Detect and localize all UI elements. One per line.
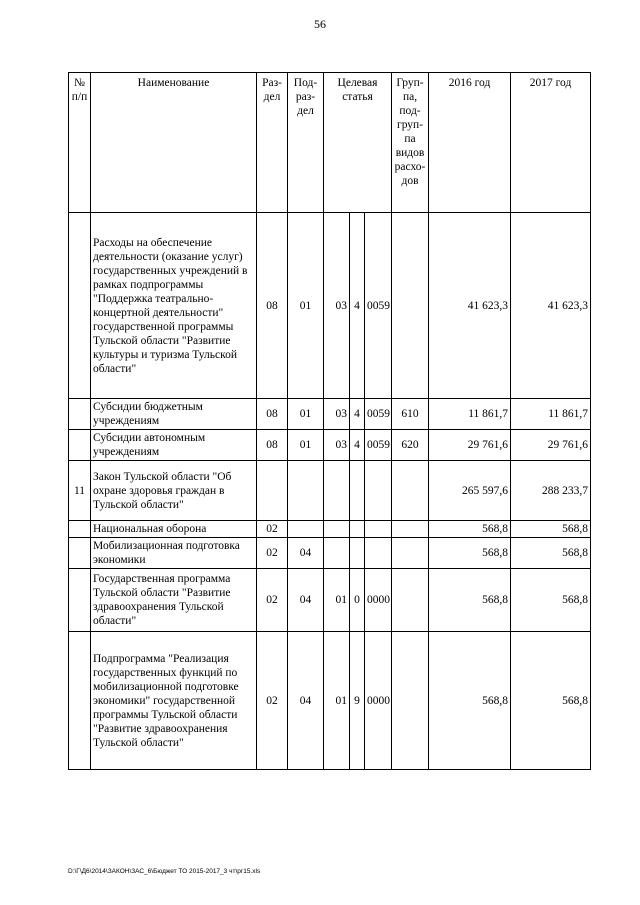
row-value-2016: 568,8 — [429, 569, 511, 632]
row-value-2016: 11 861,7 — [429, 399, 511, 430]
row-value-2017: 568,8 — [511, 569, 591, 632]
row-section — [257, 461, 288, 521]
header-section: Раз- дел — [257, 73, 288, 213]
table-row — [69, 430, 591, 461]
budget-table — [68, 72, 591, 770]
row-num: 11 — [69, 461, 91, 521]
row-section: 02 — [257, 569, 288, 632]
row-target-subprogram — [350, 521, 365, 538]
row-value-2017: 41 623,3 — [511, 213, 591, 399]
row-subsection: 04 — [288, 632, 324, 770]
row-target-direction: 0000 — [365, 632, 392, 770]
row-target-program — [324, 538, 350, 569]
row-subsection: 01 — [288, 399, 324, 430]
row-section: 02 — [257, 538, 288, 569]
table-row — [69, 538, 591, 569]
row-target-program — [324, 521, 350, 538]
row-subsection — [288, 521, 324, 538]
row-num — [69, 632, 91, 770]
table-header-row — [69, 73, 591, 213]
row-subsection: 01 — [288, 430, 324, 461]
row-target-program: 03 — [324, 399, 350, 430]
row-value-2017: 29 761,6 — [511, 430, 591, 461]
row-section: 02 — [257, 632, 288, 770]
header-year-2017: 2017 год — [511, 73, 591, 213]
row-target-direction: 0059 — [365, 430, 392, 461]
row-target-direction — [365, 461, 392, 521]
row-num — [69, 213, 91, 399]
row-subsection — [288, 461, 324, 521]
row-subsection: 04 — [288, 569, 324, 632]
row-target-direction: 0000 — [365, 569, 392, 632]
table-row — [69, 213, 591, 399]
row-expense-group — [392, 569, 429, 632]
row-num — [69, 538, 91, 569]
row-target-program: 01 — [324, 569, 350, 632]
row-name: Субсидии бюджетным учреждениям — [91, 399, 257, 430]
row-expense-group — [392, 538, 429, 569]
row-target-subprogram: 9 — [350, 632, 365, 770]
row-expense-group — [392, 213, 429, 399]
table-row — [69, 521, 591, 538]
row-name: Расходы на обеспечение деятельности (оказание услуг) государственных учреждений в рамках подпрограммы "Поддержка театрально-концертной деятельности" государственной программы Тульской области "Развитие культуры и туризма Тульской области" — [91, 213, 257, 399]
header-year-2016: 2016 год — [429, 73, 511, 213]
row-value-2016: 568,8 — [429, 521, 511, 538]
row-num — [69, 521, 91, 538]
row-name: Субсидии автономным учреждениям — [91, 430, 257, 461]
row-target-subprogram: 0 — [350, 569, 365, 632]
row-num — [69, 430, 91, 461]
row-target-direction: 0059 — [365, 399, 392, 430]
row-target-subprogram: 4 — [350, 399, 365, 430]
row-target-direction — [365, 538, 392, 569]
row-target-subprogram — [350, 461, 365, 521]
row-value-2017: 288 233,7 — [511, 461, 591, 521]
row-section: 08 — [257, 213, 288, 399]
table-row — [69, 399, 591, 430]
row-name: Закон Тульской области "Об охране здоровья граждан в Тульской области" — [91, 461, 257, 521]
row-expense-group — [392, 632, 429, 770]
row-target-direction: 0059 — [365, 213, 392, 399]
row-value-2016: 41 623,3 — [429, 213, 511, 399]
table-row — [69, 461, 591, 521]
row-expense-group — [392, 521, 429, 538]
row-name: Национальная оборона — [91, 521, 257, 538]
row-target-subprogram — [350, 538, 365, 569]
row-target-program — [324, 461, 350, 521]
row-value-2017: 568,8 — [511, 632, 591, 770]
row-expense-group — [392, 461, 429, 521]
row-value-2017: 568,8 — [511, 538, 591, 569]
row-target-program: 03 — [324, 213, 350, 399]
row-value-2016: 568,8 — [429, 538, 511, 569]
row-expense-group: 610 — [392, 399, 429, 430]
row-target-subprogram: 4 — [350, 213, 365, 399]
row-num — [69, 569, 91, 632]
header-num: № п/п — [69, 73, 91, 213]
row-expense-group: 620 — [392, 430, 429, 461]
table-row — [69, 569, 591, 632]
file-path-footer: D:\Г\Д6\2014\ЗАКОН\ЗАС_6\Бюджет ТО 2015-2017_3 чт\рг15.xls — [68, 868, 261, 875]
row-subsection: 04 — [288, 538, 324, 569]
row-target-program: 03 — [324, 430, 350, 461]
row-value-2016: 265 597,6 — [429, 461, 511, 521]
row-section: 08 — [257, 399, 288, 430]
row-target-subprogram: 4 — [350, 430, 365, 461]
page-number: 56 — [314, 17, 326, 31]
row-value-2017: 568,8 — [511, 521, 591, 538]
header-expense-group: Груп- па, под- груп- па видов расхо- дов — [392, 73, 429, 213]
row-name: Мобилизационная подготовка экономики — [91, 538, 257, 569]
row-subsection: 01 — [288, 213, 324, 399]
row-section: 02 — [257, 521, 288, 538]
header-name: Наименование — [91, 73, 257, 213]
table-row — [69, 632, 591, 770]
row-value-2017: 11 861,7 — [511, 399, 591, 430]
row-num — [69, 399, 91, 430]
header-target-article: Целевая статья — [324, 73, 392, 213]
row-name: Подпрограмма "Реализация государственных функций по мобилизационной подготовке экономики" государственной программы Тульской области "Развитие здравоохранения Тульской области" — [91, 632, 257, 770]
row-value-2016: 568,8 — [429, 632, 511, 770]
row-value-2016: 29 761,6 — [429, 430, 511, 461]
row-section: 08 — [257, 430, 288, 461]
row-name: Государственная программа Тульской области "Развитие здравоохранения Тульской области" — [91, 569, 257, 632]
row-target-direction — [365, 521, 392, 538]
header-subsection: Под- раз- дел — [288, 73, 324, 213]
row-target-program: 01 — [324, 632, 350, 770]
